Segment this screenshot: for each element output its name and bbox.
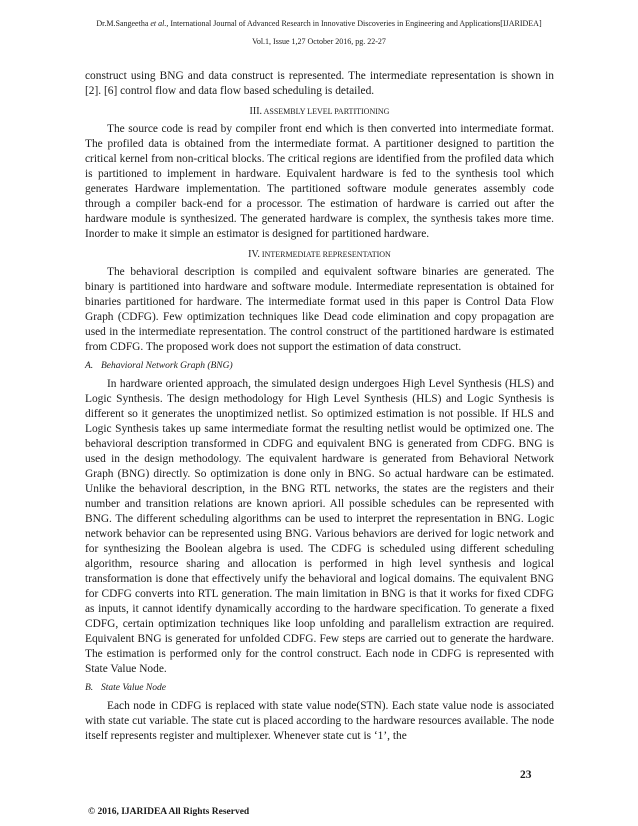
- subsection-a-label: A.: [85, 361, 94, 371]
- subsection-a-heading: [85, 360, 554, 373]
- subsection-a-paragraph: In hardware oriented approach, the simulated design undergoes High Level Synthesis (HLS) and Logic Synthesis. The design methodology for High Level Synthesis (HLS) and Logic Synthesis is different so it generates the unoptimized netlist. So optimized estimation is not possible. If HLS and Logic Synthesis takes up same intermediate format the resulting netlist would be optimized one. The behavioral description transformed in CDFG and equivalent BNG is generated from CDFG. BNG is used in the design methodology. The equivalent hardware is generated from Behavioral Network Graph (BNG) directly. So optimization is done only in BNG. So actual hardware can be estimated. Unlike the behavioral description, in the BNG RTL networks, the states are the registers and their number and transition relations are known apriori. All possible schedules can be represented with BNG. The different scheduling algorithms can be used to interpret the representation in BNG. Logic network behavior can be represented using BNG. Various behaviors are derived for logic network and for synthesizing the Boolean algebra is used. The CDFG is scheduled using different scheduling algorithm, resource sharing and allocation is performed in high level synthesis and logical transformation is done that effectively unify the behavioral and logical domains. The equivalent BNG for CDFG converts into RTL generation. The main limitation in BNG is that it works for fixed CDFG as inputs, it cannot identify dynamically according to the hardware specification. To generate a fixed CDFG, certain optimization techniques like loop unfolding and parallelism extraction are required. Equivalent BNG is generated for unfolded CDFG. Few steps are carried out to generate the hardware. The estimation is performed only for the control construct. Each node in CDFG is represented with State Value Node.: [85, 378, 554, 675]
- section-4-paragraph: The behavioral description is compiled and equivalent software binaries are generated. The binary is partitioned into hardware and software module. Intermediate representation is obtained for binaries partitioned for hardware. The intermediate format used in this paper is Control Data Flow Graph (CDFG). Few optimization techniques like Dead code elimination and copy propagation are used in the intermediate representation. The control construct of the partitioned hardware is estimated from CDFG. The proposed work does not support the estimation of data construct.: [85, 266, 554, 353]
- section-4-heading: [85, 249, 554, 260]
- section-4-title: INTERMEDIATE REPRESENTATION: [259, 250, 391, 259]
- subsection-a-title: Behavioral Network Graph (BNG): [101, 361, 233, 371]
- section-4-number: IV.: [248, 249, 260, 260]
- intro-paragraph: construct using BNG and data construct is represented. The intermediate representation is shown in [2]. [6] control flow and data flow based scheduling is detailed.: [85, 70, 554, 97]
- section-3-paragraph: The source code is read by compiler front end which is then converted into intermediate format. The profiled data is obtained from the intermediate format. A partitioner designed to partition the critical kernel from non-critical blocks. The critical regions are identified from the profiled data which is partitioned to implement in hardware. Equivalent hardware is fed to the synthesis tool which generates Hardware implementation. The partitioned software module generates assembly code through a compiler back-end for a processor. The estimation of hardware is carried out after the hardware module is synthesized. The generated hardware is complex, the synthesis takes more time. Inorder to make it simple an estimator is designed for partitioned hardware.: [85, 123, 554, 240]
- copyright-footer: © 2016, IJARIDEA All Rights Reserved: [88, 807, 250, 817]
- subsection-b-label: B.: [85, 683, 94, 693]
- page-body: [85, 69, 554, 744]
- running-header-citation: [0, 19, 638, 28]
- section-3-number: III.: [249, 106, 263, 117]
- running-header-volume: Vol.1, Issue 1,27 October 2016, pg. 22-27: [252, 37, 386, 46]
- header-etal: et al.,: [150, 19, 169, 28]
- subsection-b-heading: [85, 682, 554, 695]
- section-3-title: ASSEMBLY LEVEL PARTITIONING: [262, 107, 390, 116]
- subsection-b-title: State Value Node: [101, 683, 166, 693]
- section-3-heading: [85, 106, 554, 117]
- page-number: 23: [520, 769, 532, 781]
- header-author: Dr.M.Sangeetha: [96, 19, 151, 28]
- subsection-b-paragraph: Each node in CDFG is replaced with state value node(STN). Each state value node is associated with state cut variable. The state cut is placed according to the hardware resources available. The node itself represents register and multiplexer. Whenever state cut is ‘1’, the: [85, 700, 554, 742]
- header-journal: International Journal of Advanced Research in Innovative Discoveries in Engineering and Applications[IJARIDEA]: [168, 19, 542, 28]
